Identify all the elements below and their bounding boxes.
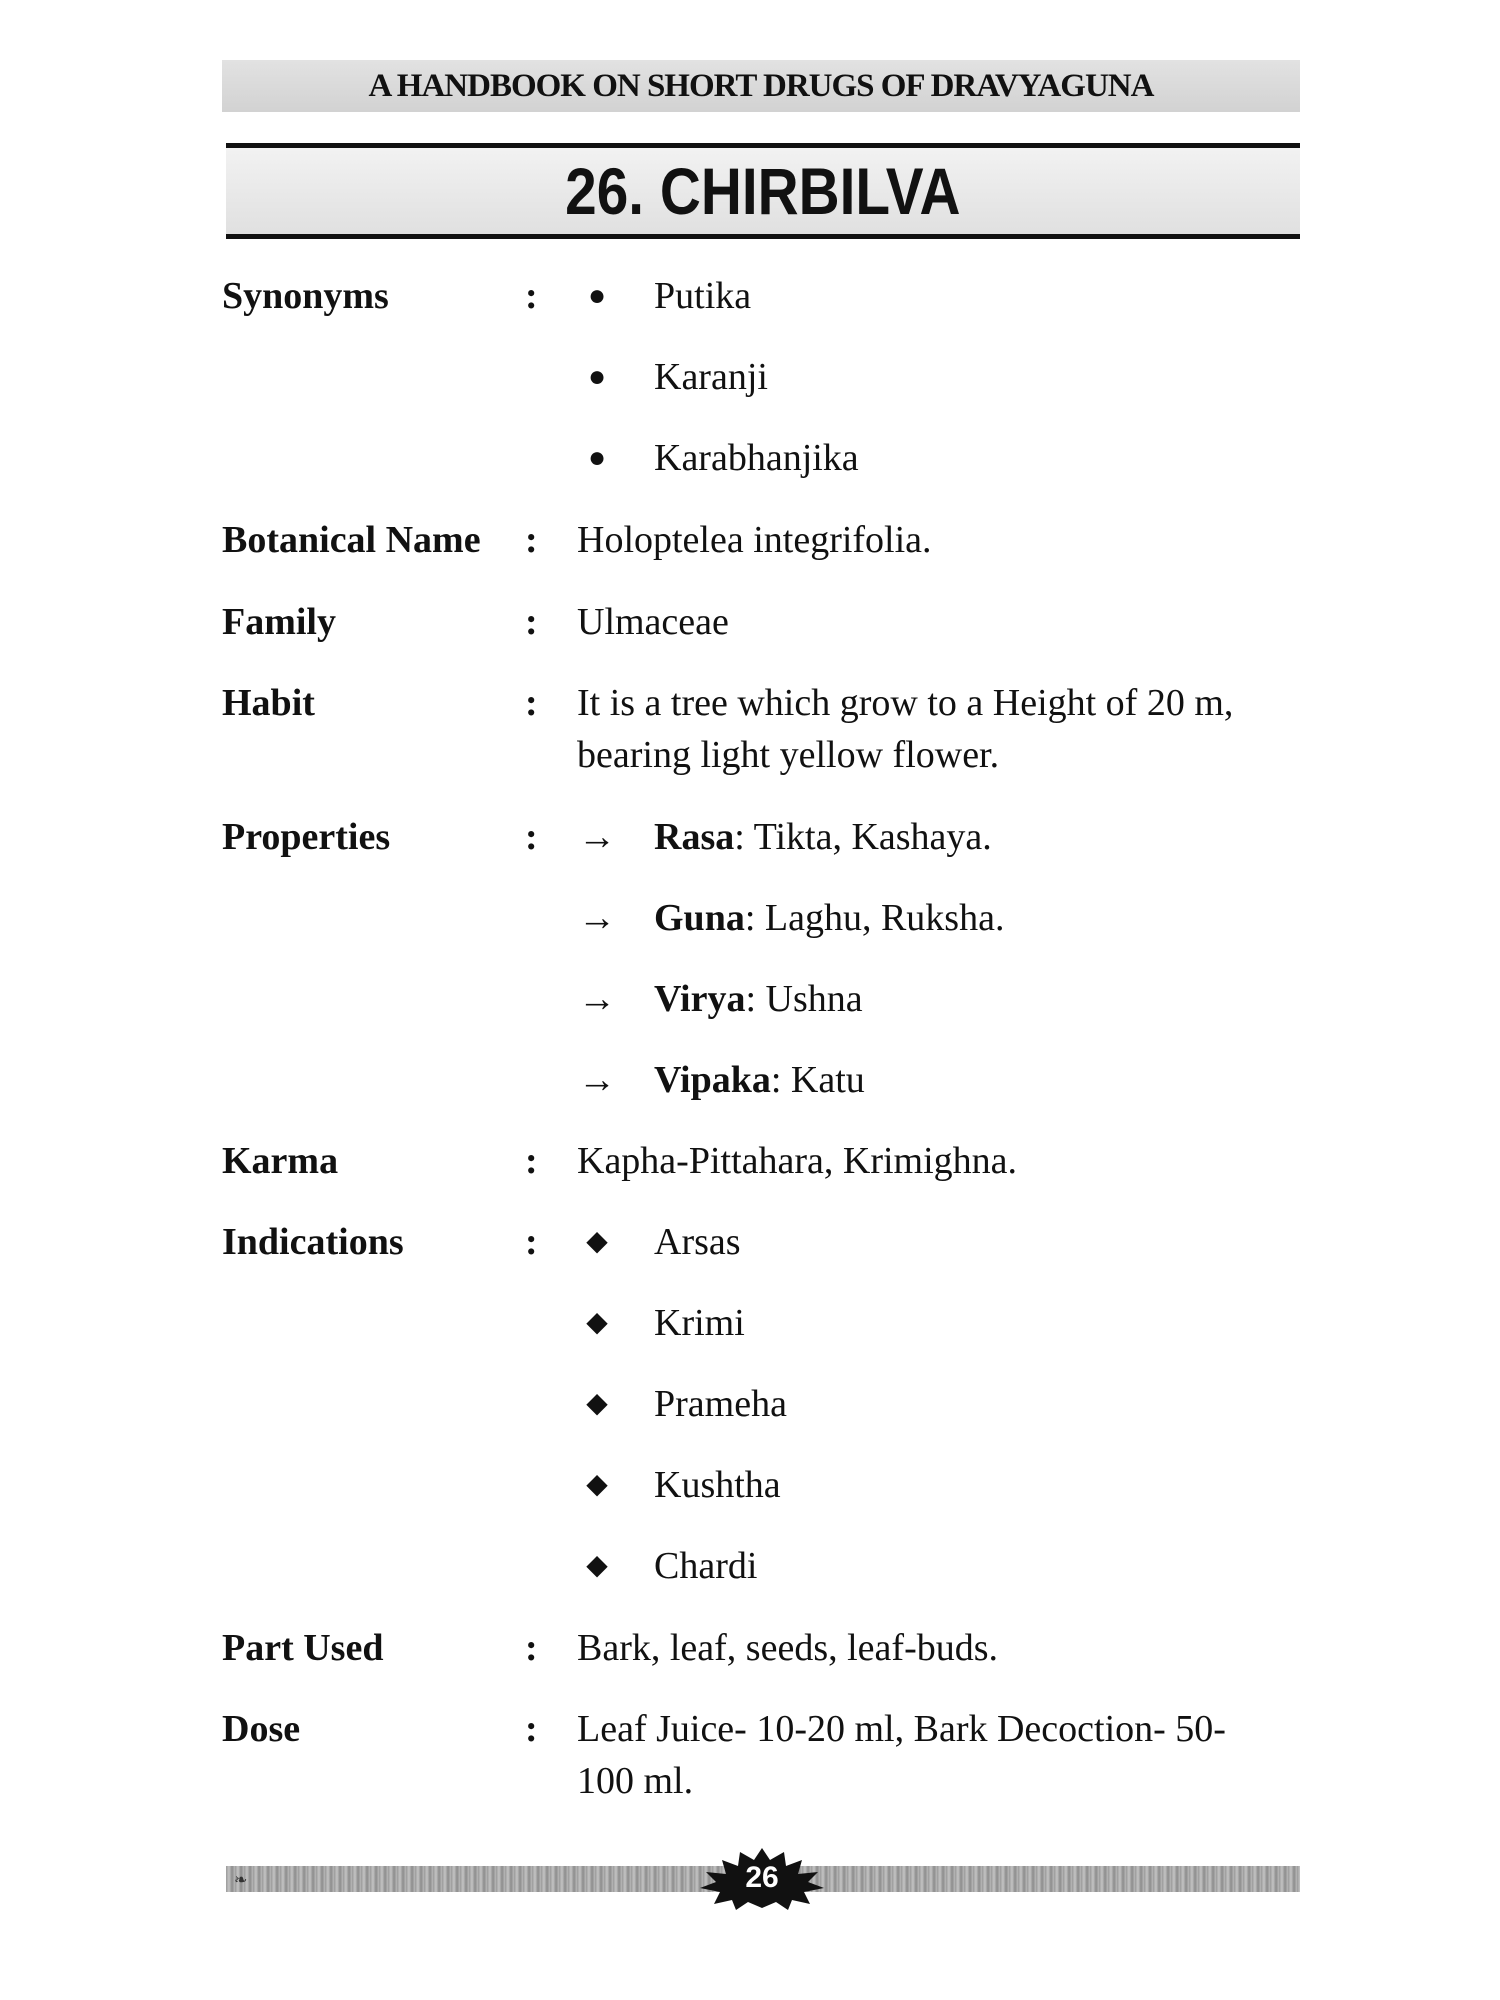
habit-label: Habit	[222, 682, 315, 724]
family-value: Ulmaceae	[577, 601, 729, 643]
karma-value: Kapha-Pittahara, Krimighna.	[577, 1140, 1018, 1182]
diamond-icon: ◆	[586, 1226, 608, 1257]
indications-colon: :	[525, 1221, 538, 1263]
property-key: Guna	[654, 897, 745, 939]
page-number: 26	[745, 1861, 779, 1894]
synonym-item: Karanji	[654, 356, 768, 398]
family-colon: :	[525, 601, 538, 643]
arrow-right-icon: →	[578, 1059, 616, 1101]
synonyms-label: Synonyms	[222, 275, 389, 317]
indication-item: Chardi	[654, 1545, 758, 1587]
ornament-icon: ❧	[234, 1872, 248, 1889]
property-key: Rasa	[654, 816, 735, 858]
karma-entry	[222, 1135, 1302, 1187]
indication-item: Kushtha	[654, 1464, 781, 1506]
chapter-title-box	[226, 143, 1300, 239]
indication-item: Prameha	[654, 1383, 787, 1425]
properties-label: Properties	[222, 816, 391, 858]
family-label: Family	[222, 601, 336, 643]
property-rasa	[654, 811, 992, 863]
property-key: Virya	[654, 978, 746, 1020]
running-header-text: A HANDBOOK ON SHORT DRUGS OF DRAVYAGUNA	[368, 67, 1154, 104]
synonyms-entry	[222, 270, 1302, 479]
property-guna	[654, 892, 1004, 944]
habit-line: bearing light yellow flower.	[577, 734, 1000, 776]
dose-entry	[222, 1703, 1302, 1807]
indication-item: Krimi	[654, 1302, 745, 1344]
part-used-colon: :	[525, 1627, 538, 1669]
property-key: Vipaka	[654, 1059, 771, 1101]
chapter-title: 26. CHIRBILVA	[565, 154, 961, 228]
diamond-icon: ◆	[586, 1307, 608, 1338]
karma-colon: :	[525, 1140, 538, 1182]
properties-colon: :	[525, 816, 538, 858]
botanical-name-label: Botanical Name	[222, 519, 481, 561]
arrow-right-icon: →	[578, 816, 616, 858]
property-value: : Laghu, Ruksha.	[744, 897, 1005, 939]
indication-item: Arsas	[654, 1221, 741, 1263]
botanical-name-colon: :	[525, 519, 538, 561]
property-vipaka	[654, 1054, 865, 1106]
diamond-icon: ◆	[586, 1469, 608, 1500]
indications-label: Indications	[222, 1221, 404, 1263]
synonym-item: Karabhanjika	[654, 437, 859, 479]
synonyms-colon: :	[525, 275, 538, 317]
habit-entry	[222, 677, 1302, 781]
arrow-right-icon: →	[578, 897, 616, 939]
dose-line: Leaf Juice- 10-20 ml, Bark Decoction- 50-	[577, 1708, 1226, 1750]
dose-label: Dose	[222, 1708, 301, 1750]
properties-entry	[222, 811, 1302, 1111]
diamond-icon: ◆	[586, 1388, 608, 1419]
bullet-icon: ●	[587, 279, 607, 312]
bullet-icon: ●	[587, 441, 607, 474]
synonym-item: Putika	[654, 275, 752, 317]
botanical-name-entry	[222, 514, 1302, 566]
property-value: : Katu	[770, 1059, 865, 1101]
indications-entry	[222, 1216, 1302, 1596]
part-used-entry	[222, 1622, 1302, 1674]
habit-colon: :	[525, 682, 538, 724]
diamond-icon: ◆	[586, 1550, 608, 1581]
property-virya	[654, 973, 863, 1025]
arrow-right-icon: →	[578, 978, 616, 1020]
family-entry	[222, 596, 1302, 648]
dose-line: 100 ml.	[577, 1760, 694, 1802]
botanical-name-value: Holoptelea integrifolia.	[577, 519, 932, 561]
dose-colon: :	[525, 1708, 538, 1750]
property-value: : Tikta, Kashaya.	[734, 816, 992, 858]
habit-line: It is a tree which grow to a Height of 20 m,	[577, 682, 1234, 724]
running-header	[222, 60, 1300, 112]
part-used-label: Part Used	[222, 1627, 384, 1669]
karma-label: Karma	[222, 1140, 339, 1182]
bullet-icon: ●	[587, 360, 607, 393]
property-value: : Ushna	[745, 978, 863, 1020]
part-used-value: Bark, leaf, seeds, leaf-buds.	[577, 1627, 999, 1669]
